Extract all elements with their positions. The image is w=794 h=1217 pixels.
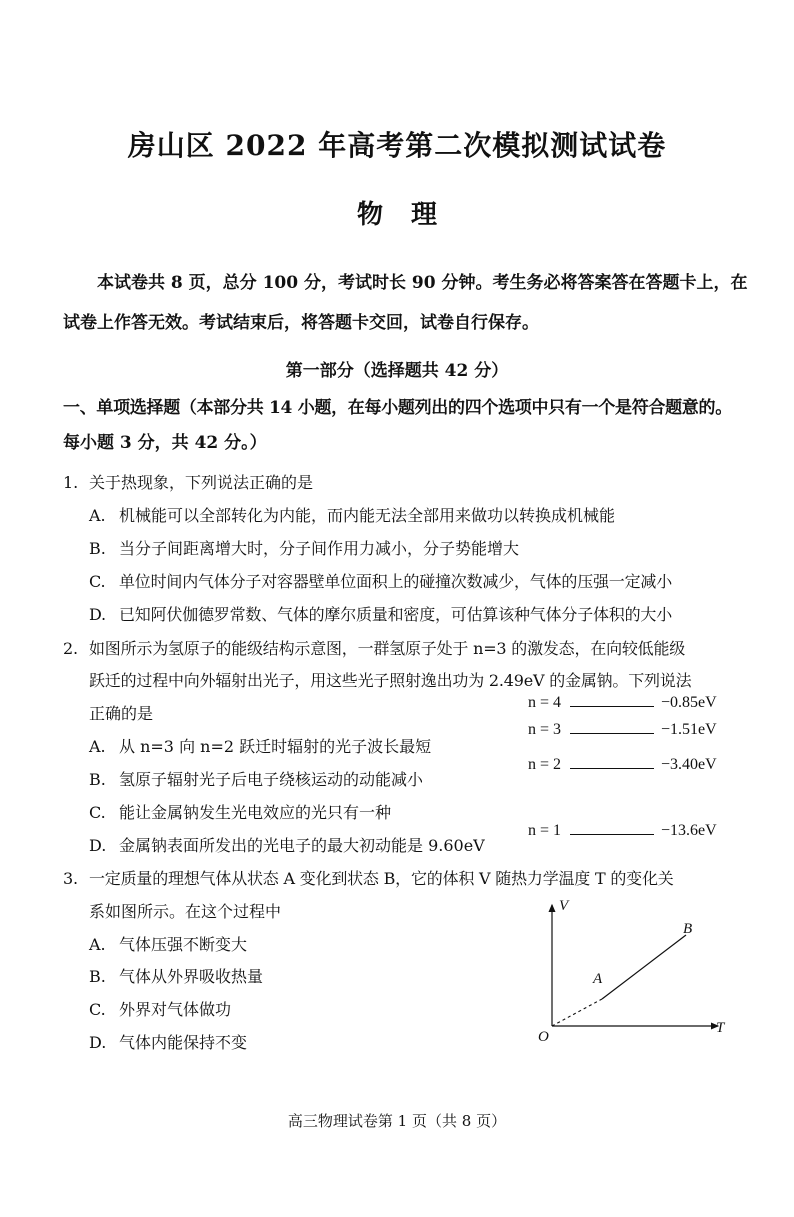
- option-letter: A.: [89, 935, 106, 954]
- question-2-stem-3: 正确的是: [89, 704, 154, 723]
- option-letter: D.: [89, 836, 107, 855]
- option-text: 气体从外界吸收热量: [119, 967, 264, 986]
- level-n-label: n = 3: [528, 721, 562, 738]
- question-number: 2.: [63, 639, 78, 658]
- option-text: 已知阿伏伽德罗常数、气体的摩尔质量和密度，可估算该种气体分子体积的大小: [119, 605, 673, 624]
- option-text: 从 n=3 向 n=2 跃迁时辐射的光子波长最短: [119, 737, 432, 756]
- energy-level-line: [570, 733, 654, 734]
- exam-title: 房山区 2022 年高考第二次模拟测试试卷: [127, 129, 667, 162]
- level-n-label: n = 2: [528, 756, 562, 773]
- v-axis-label: V: [559, 898, 569, 914]
- question-1-option-a[interactable]: [89, 503, 615, 526]
- question-2-option-c[interactable]: [89, 800, 391, 823]
- level-n-label: n = 4: [528, 694, 562, 711]
- subject-char: 理: [411, 200, 438, 230]
- option-text: 机械能可以全部转化为内能，而内能无法全部用来做功以转换成机械能: [119, 506, 616, 525]
- option-letter: B.: [89, 770, 106, 789]
- question-3-option-b[interactable]: [89, 964, 263, 987]
- question-stem-line: 一定质量的理想气体从状态 A 变化到状态 B，它的体积 V 随热力学温度 T 的变化关: [89, 869, 674, 888]
- level-energy-label: −0.85eV: [661, 694, 717, 711]
- level-energy-label: −3.40eV: [661, 756, 717, 773]
- option-letter: A.: [89, 737, 106, 756]
- option-text: 当分子间距离增大时，分子间作用力减小，分子势能增大: [119, 539, 520, 558]
- question-2-option-b[interactable]: [89, 767, 423, 790]
- level-energy-label: −1.51eV: [661, 721, 717, 738]
- question-1-option-c[interactable]: [89, 569, 672, 592]
- section-heading: 第一部分（选择题共 42 分）: [285, 361, 509, 381]
- question-stem-line: 关于热现象，下列说法正确的是: [89, 473, 314, 492]
- extrapolation-dashed-line: [552, 999, 602, 1026]
- question-3-option-a[interactable]: [89, 932, 247, 955]
- question-number: 1.: [63, 473, 79, 492]
- level-energy-label: −13.6eV: [661, 822, 717, 839]
- origin-label: O: [538, 1029, 549, 1045]
- point-b-label: B: [683, 921, 693, 937]
- question-2-stem-1: [63, 636, 685, 659]
- process-line-ab: [602, 935, 686, 999]
- option-letter: D.: [89, 605, 106, 624]
- subject-char: 物: [356, 200, 383, 230]
- option-letter: B.: [89, 967, 106, 986]
- option-letter: A.: [89, 506, 106, 525]
- option-letter: C.: [89, 572, 106, 591]
- question-2-option-a[interactable]: [89, 734, 431, 757]
- option-text: 外界对气体做功: [119, 1000, 232, 1019]
- question-1-option-d[interactable]: [89, 602, 672, 625]
- option-letter: B.: [89, 539, 106, 558]
- intro-line-2: 试卷上作答无效。考试结束后，将答题卡交回，试卷自行保存。: [63, 313, 539, 333]
- question-2-option-d[interactable]: [89, 833, 485, 856]
- question-stem-line: 如图所示为氢原子的能级结构示意图，一群氢原子处于 n=3 的激发态，在向较低能级: [89, 639, 686, 658]
- point-a-label: A: [593, 971, 603, 987]
- question-1-option-b[interactable]: [89, 536, 519, 559]
- question-1-stem: [63, 470, 313, 493]
- question-2-stem-2: 跃迁的过程中向外辐射出光子，用这些光子照射逸出功为 2.49eV 的金属钠。下列说法: [89, 671, 692, 690]
- question-3-stem-1: [63, 866, 674, 889]
- energy-level-line: [570, 768, 654, 769]
- option-text: 氢原子辐射光子后电子绕核运动的动能减小: [119, 770, 424, 789]
- option-text: 单位时间内气体分子对容器壁单位面积上的碰撞次数减少，气体的压强一定减小: [119, 572, 673, 591]
- section-instruction-1: 一、单项选择题（本部分共 14 小题，在每小题列出的四个选项中只有一个是符合题意的。: [63, 398, 732, 418]
- option-letter: C.: [89, 803, 106, 822]
- question-number: 3.: [63, 869, 78, 888]
- energy-level-line: [570, 834, 654, 835]
- question-3-stem-2: 系如图所示。在这个过程中: [89, 902, 282, 921]
- subject-title: [0, 194, 794, 231]
- option-text: 气体压强不断变大: [119, 935, 248, 954]
- energy-level-line: [570, 706, 654, 707]
- question-3-option-c[interactable]: [89, 997, 231, 1020]
- t-axis-label: T: [716, 1020, 725, 1036]
- page-footer: 高三物理试卷第 1 页（共 8 页）: [287, 1112, 507, 1130]
- question-3-option-d[interactable]: [89, 1030, 247, 1053]
- option-text: 气体内能保持不变: [119, 1033, 248, 1052]
- vt-graph: [530, 895, 730, 1055]
- option-letter: D.: [89, 1033, 107, 1052]
- intro-line-1: 本试卷共 8 页，总分 100 分，考试时长 90 分钟。考生务必将答案答在答题卡上，在: [97, 273, 748, 293]
- option-letter: C.: [89, 1000, 106, 1019]
- option-text: 金属钠表面所发出的光电子的最大初动能是 9.60eV: [119, 836, 485, 855]
- option-text: 能让金属钠发生光电效应的光只有一种: [119, 803, 392, 822]
- level-n-label: n = 1: [528, 822, 562, 839]
- section-instruction-2: 每小题 3 分，共 42 分。）: [63, 433, 267, 453]
